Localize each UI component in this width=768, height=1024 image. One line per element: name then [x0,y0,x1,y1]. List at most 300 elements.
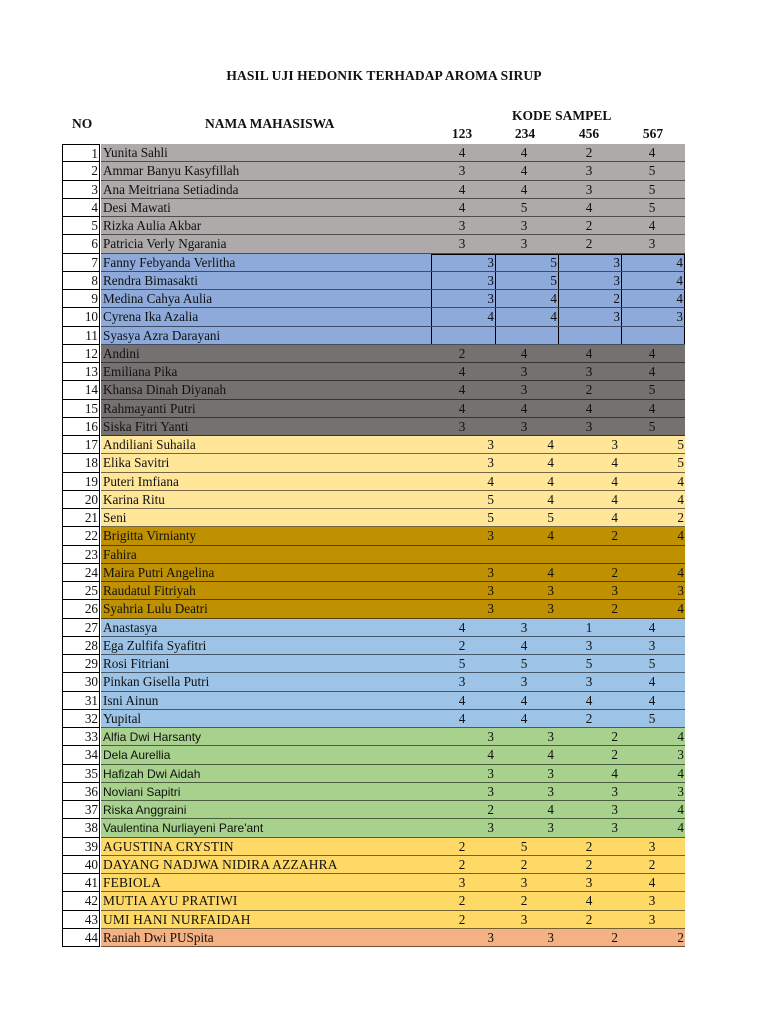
row-number: 21 [62,509,100,527]
score-567: 5 [648,181,656,197]
score-456: 2 [585,382,593,398]
table-row [62,290,685,308]
score-567: 3 [677,783,684,799]
score-123: 5 [487,491,494,507]
score-567: 2 [677,510,684,525]
score-567: 4 [677,729,684,744]
score-123: 2 [458,911,466,927]
row-number: 44 [62,929,100,947]
score-234: 4 [520,710,528,726]
table-row [62,819,685,837]
score-123: 3 [487,528,494,544]
score-456: 4 [585,345,593,361]
row-number: 39 [62,838,100,856]
score-456: 2 [613,291,620,306]
table-row [62,144,685,162]
student-name: Rahmayanti Putri [103,400,196,416]
score-456: 2 [585,218,593,233]
row-number: 23 [62,546,100,564]
score-123: 5 [487,510,494,525]
score-456: 2 [611,747,618,763]
score-456: 2 [585,710,593,726]
score-567: 5 [648,382,656,398]
table-row [62,217,685,235]
page-title: HASIL UJI HEDONIK TERHADAP AROMA SIRUP [226,68,542,83]
row-number: 5 [62,217,100,235]
student-name-cell [101,400,685,418]
table-row [62,181,685,199]
score-234: 4 [520,345,528,361]
score-456: 3 [585,674,593,690]
student-name-cell [101,911,685,929]
row-number: 2 [62,162,100,180]
score-123: 2 [458,345,466,361]
score-123: 2 [487,802,494,817]
score-567: 2 [648,856,656,872]
score-123: 5 [458,656,466,671]
score-123: 3 [487,729,494,744]
score-456: 2 [585,911,593,927]
score-234: 4 [547,455,554,471]
score-567: 5 [648,656,656,671]
student-name: Karina Ritu [103,491,165,507]
student-name-cell [101,473,685,491]
student-name: Rosi Fitriani [103,656,170,671]
row-number: 22 [62,527,100,545]
score-234 [537,327,557,345]
score-567: 3 [648,838,656,854]
score-123: 3 [458,875,466,890]
score-567: 4 [648,692,656,708]
student-name: Puteri Imfiana [103,473,179,489]
score-567: 4 [676,291,683,306]
score-234: 3 [520,418,528,434]
student-name: Riska Anggraini [103,803,187,817]
score-567: 4 [648,345,656,361]
score-123: 4 [458,181,466,197]
header-no: NO [72,116,93,131]
row-number: 4 [62,199,100,217]
row-number: 33 [62,728,100,746]
score-123: 4 [458,364,466,379]
score-456: 1 [585,619,593,635]
score-234: 3 [520,218,528,233]
student-name-cell [101,710,685,728]
score-123: 3 [458,218,466,233]
score-456: 4 [611,765,618,781]
score-567: 5 [648,418,656,434]
row-number: 12 [62,345,100,363]
score-567: 4 [648,619,656,635]
score-456: 2 [611,528,618,544]
student-name-cell [101,929,685,947]
table-row [62,892,685,910]
table-row [62,327,685,345]
score-567: 4 [648,364,656,379]
score-456: 3 [611,783,618,799]
table-row [62,746,685,764]
student-name-cell [101,874,685,892]
student-name-cell [101,272,685,290]
score-123: 3 [487,455,494,471]
table-row [62,473,685,491]
student-name-cell [101,564,685,582]
score-123: 3 [487,820,494,836]
student-name-cell [101,418,685,436]
score-234: 3 [520,382,528,398]
row-number: 13 [62,363,100,381]
score-456: 4 [611,491,618,507]
row-number: 16 [62,418,100,436]
score-567: 4 [676,254,683,270]
header-kode-sampel: KODE SAMPEL [512,108,612,123]
student-name: Siska Fitri Yanti [103,418,189,434]
score-567: 5 [677,437,684,452]
student-name: Andini [103,345,140,361]
table-row [62,600,685,618]
student-name-cell [101,655,685,673]
student-name: Raniah Dwi PUSpita [103,929,214,945]
table-row [62,564,685,582]
score-567: 4 [677,601,684,617]
student-name: AGUSTINA CRYSTIN [103,838,234,854]
score-234: 3 [547,601,554,617]
table-row [62,765,685,783]
row-number: 31 [62,692,100,710]
score-234: 3 [520,875,528,890]
score-234: 4 [520,163,528,179]
score-123: 2 [458,637,466,653]
score-234: 3 [520,236,528,252]
row-number: 41 [62,874,100,892]
table-row [62,619,685,637]
score-456 [598,546,618,564]
student-name: Yupital [103,710,142,726]
score-456: 2 [585,856,593,872]
score-234: 3 [547,929,554,945]
score-567: 5 [677,455,684,471]
student-name-cell [101,692,685,710]
table-row [62,692,685,710]
student-name-cell [101,728,685,746]
score-123: 3 [458,674,466,690]
row-number: 30 [62,673,100,691]
row-number: 25 [62,582,100,600]
row-number: 18 [62,454,100,472]
student-name-cell [101,600,685,618]
student-name: Isni Ainun [103,692,159,708]
score-123 [474,327,494,345]
score-567: 3 [648,236,656,252]
score-234: 3 [547,765,554,781]
score-234: 3 [520,911,528,927]
score-456: 3 [585,364,593,379]
header-code-567: 567 [642,126,664,141]
table-row [62,838,685,856]
score-456: 2 [611,729,618,744]
score-567: 4 [677,491,684,507]
score-567: 4 [676,272,683,288]
score-567: 3 [677,747,684,763]
score-234: 4 [550,291,557,306]
student-name: Patricia Verly Ngarania [103,236,227,252]
score-234: 5 [520,656,528,671]
table-row [62,381,685,399]
score-123: 3 [458,163,466,179]
student-name: Khansa Dinah Diyanah [103,382,227,398]
table-row [62,783,685,801]
table-row [62,308,685,326]
score-456: 2 [611,929,618,945]
score-234: 4 [547,437,554,452]
score-234: 4 [547,473,554,489]
score-456: 3 [613,254,620,270]
score-567: 4 [648,218,656,233]
student-name: Desi Mawati [103,199,171,215]
student-name: Hafizah Dwi Aidah [103,766,201,781]
row-number: 7 [62,254,100,272]
score-234: 4 [550,309,557,325]
table-row [62,527,685,545]
score-456: 3 [585,418,593,434]
student-name-cell [101,235,685,253]
score-456 [600,327,620,345]
score-456: 4 [611,473,618,489]
score-456: 4 [611,455,618,471]
student-name: Yunita Sahli [103,145,168,160]
score-234: 4 [520,181,528,197]
row-number: 29 [62,655,100,673]
score-123: 4 [458,145,466,160]
student-name-cell [101,181,685,199]
student-name-cell [101,746,685,764]
student-name: Medina Cahya Aulia [103,291,213,306]
score-234: 5 [550,254,557,270]
score-234: 2 [520,893,528,909]
table-row [62,509,685,527]
score-123: 4 [458,619,466,635]
score-234: 5 [547,510,554,525]
score-567: 5 [648,163,656,179]
student-name: FEBIOLA [103,875,161,890]
row-number: 27 [62,619,100,637]
student-name-cell [101,783,685,801]
row-number: 40 [62,856,100,874]
score-567: 5 [648,710,656,726]
student-name-cell [101,327,685,345]
score-456: 2 [585,145,593,160]
table-row [62,673,685,691]
row-number: 1 [62,144,100,162]
score-123: 3 [487,765,494,781]
score-567: 3 [677,583,684,598]
student-name: Elika Savitri [103,455,170,471]
score-123: 4 [487,309,494,325]
score-123: 3 [487,601,494,617]
score-567: 4 [677,820,684,836]
table-row [62,272,685,290]
student-name: Syasya Azra Darayani [103,327,221,343]
student-name-cell [101,819,685,837]
student-name: Fanny Febyanda Verlitha [103,254,236,270]
score-234: 4 [520,637,528,653]
score-123: 2 [458,893,466,909]
score-456: 3 [585,181,593,197]
row-number: 17 [62,436,100,454]
student-name: Raudatul Fitriyah [103,583,196,598]
student-name-cell [101,582,685,600]
score-123: 3 [487,291,494,306]
table-row [62,491,685,509]
student-name-cell [101,619,685,637]
score-456: 4 [611,510,618,525]
row-number: 35 [62,765,100,783]
student-name-cell [101,162,685,180]
student-name: DAYANG NADJWA NIDIRA AZZAHRA [103,856,338,872]
row-number: 32 [62,710,100,728]
table-row [62,235,685,253]
score-456: 3 [613,272,620,288]
student-name: Rizka Aulia Akbar [103,218,202,233]
score-456: 3 [611,437,618,452]
student-name: Ammar Banyu Kasyfillah [103,163,240,179]
row-number: 43 [62,911,100,929]
table-row [62,911,685,929]
score-456: 2 [611,564,618,580]
student-name: Emiliana Pika [103,364,178,379]
score-234: 3 [520,674,528,690]
table-row [62,254,685,272]
score-123: 3 [487,929,494,945]
score-567: 5 [648,199,656,215]
table-row [62,400,685,418]
score-234: 3 [547,583,554,598]
score-456: 3 [585,163,593,179]
student-name: Fahira [103,546,137,562]
score-234: 3 [547,820,554,836]
student-name-cell [101,345,685,363]
student-name-cell [101,381,685,399]
score-567: 2 [677,929,684,945]
row-number: 24 [62,564,100,582]
student-name: Alfia Dwi Harsanty [103,730,202,744]
table-row [62,418,685,436]
table-row [62,637,685,655]
score-456: 5 [585,656,593,671]
row-number: 38 [62,819,100,837]
header-code-234: 234 [514,126,536,141]
student-name: Seni [103,510,127,525]
score-234 [534,546,554,564]
student-name-cell [101,436,685,454]
score-123: 3 [487,254,494,270]
score-456: 3 [611,820,618,836]
row-number: 3 [62,181,100,199]
score-123: 2 [458,856,466,872]
score-567: 4 [648,145,656,160]
score-456: 2 [611,601,618,617]
student-name-cell [101,838,685,856]
score-123: 3 [487,583,494,598]
score-123: 2 [458,838,466,854]
score-567: 4 [677,802,684,817]
table-row [62,363,685,381]
score-456: 3 [613,309,620,325]
student-name-cell [101,546,685,564]
student-name-cell [101,290,685,308]
row-number: 8 [62,272,100,290]
student-name: Cyrena Ika Azalia [103,309,199,325]
score-234: 4 [547,491,554,507]
score-234: 4 [547,564,554,580]
score-567: 4 [677,765,684,781]
score-234: 4 [547,528,554,544]
table-row [62,655,685,673]
score-123: 3 [487,437,494,452]
header-code-123: 123 [451,126,473,141]
student-name-cell [101,509,685,527]
score-456: 3 [611,583,618,598]
student-name: Vaulentina Nurliayeni Pare'ant [103,821,264,836]
score-567: 4 [648,674,656,690]
student-name: MUTIA AYU PRATIWI [103,893,238,909]
student-name: Noviani Sapitri [103,784,181,799]
score-567: 4 [677,564,684,580]
score-123: 4 [487,747,494,763]
score-456: 4 [585,199,593,215]
table-row [62,728,685,746]
table-row [62,856,685,874]
student-name: Syahria Lulu Deatri [103,601,208,617]
row-number: 20 [62,491,100,509]
row-number: 19 [62,473,100,491]
table-row [62,582,685,600]
score-123: 4 [458,400,466,416]
score-567 [663,327,683,345]
score-234: 5 [520,199,528,215]
row-number: 9 [62,290,100,308]
score-567: 4 [677,473,684,489]
table-row [62,710,685,728]
table-row [62,162,685,180]
score-234: 5 [550,272,557,288]
score-123: 3 [487,272,494,288]
score-234: 3 [520,619,528,635]
table-row [62,546,685,564]
student-name-cell [101,308,685,326]
score-456: 4 [585,400,593,416]
score-234: 3 [547,729,554,744]
score-123: 3 [487,564,494,580]
score-123: 3 [458,236,466,252]
student-name: Andiliani Suhaila [103,437,196,452]
score-123: 4 [458,382,466,398]
score-456: 2 [585,838,593,854]
student-name-cell [101,765,685,783]
student-name-cell [101,254,685,272]
score-123: 3 [458,418,466,434]
student-name: Pinkan Gisella Putri [103,674,210,690]
score-567: 3 [648,637,656,653]
score-567: 4 [648,875,656,890]
table-row [62,436,685,454]
student-name-cell [101,144,685,162]
student-name: Ana Meitriana Setiadinda [103,181,239,197]
score-456: 2 [585,236,593,252]
score-456: 4 [585,893,593,909]
row-number: 34 [62,746,100,764]
row-number: 11 [62,327,100,345]
